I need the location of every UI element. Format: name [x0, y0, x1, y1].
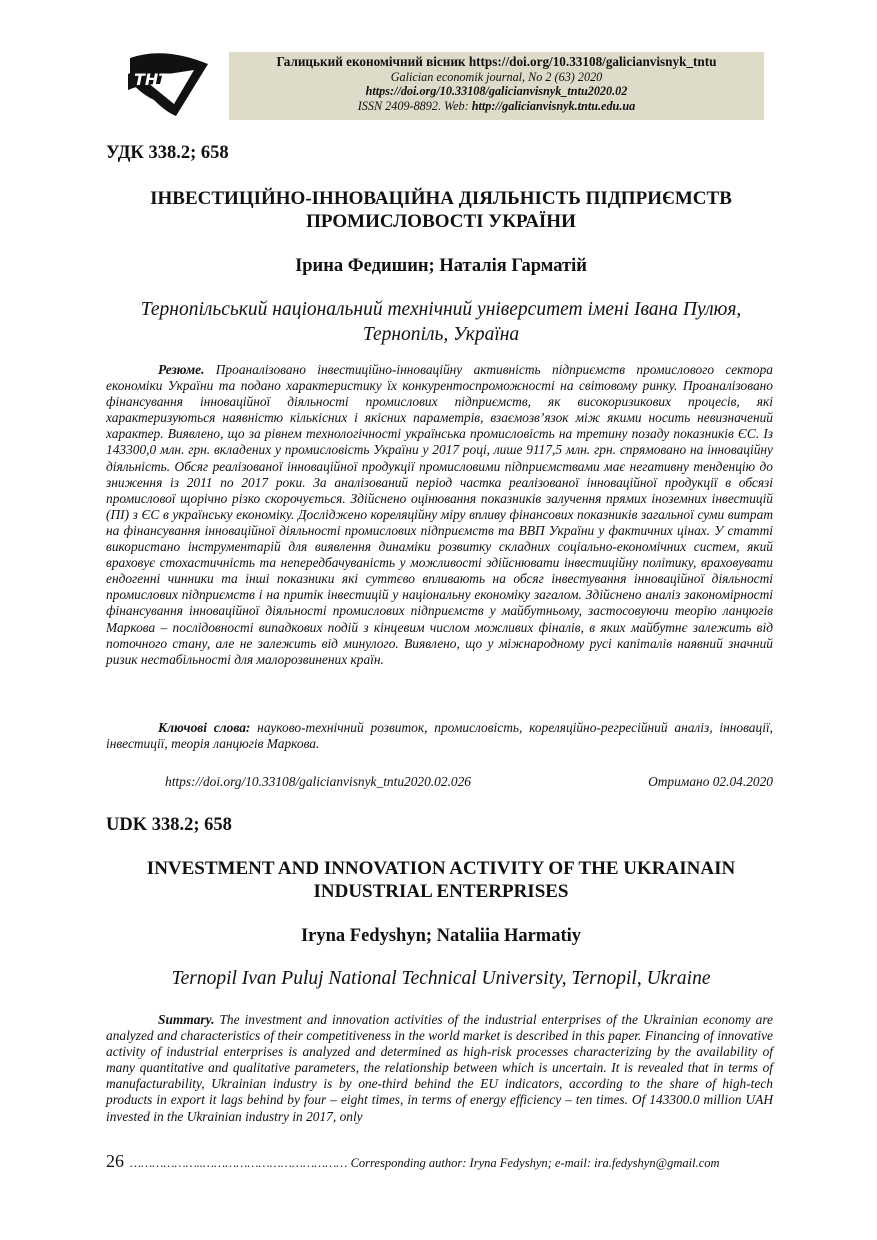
- footer-dots: ………………..…………………………………: [130, 1156, 348, 1170]
- affiliation-ua-line1: Тернопільський національний технічний університет імені Івана Пулюя,: [140, 299, 742, 320]
- authors-ua: Ірина Федишин; Наталія Гарматій: [295, 256, 587, 276]
- udk-ua: УДК 338.2; 658: [106, 143, 229, 163]
- received-date: Отримано 02.04.2020: [648, 774, 773, 789]
- keywords-ua: [106, 720, 773, 752]
- logo-text: ТНТУ: [134, 70, 182, 89]
- corresponding-author: Corresponding author: Iryna Fedyshyn; e-mail: ira.fedyshyn@gmail.com: [350, 1156, 720, 1170]
- journal-en-line: Galician economik journal, No 2 (63) 2020: [390, 69, 603, 84]
- abstract-text: Проаналізовано інвестиційно-інноваційну активність підприємств промислового сектора економіки України та подано характеристику їх конкурентоспроможності на світовому ринку. Проаналізовано фінансування інноваційної діяльності промислових підприємств, як високоризикових процесів, які характеризуються наявністю кількісних і якісних параметрів, взаємозв’язок між якими носить невизначений характер. Виявлено, що за рівнем технологічності українська промисловість на третину позаду показників ЄС. Із 143300,0 млн. грн. вкладених у промисловість України у 2017 році, лише 9117,5 млн. грн. спрямовано на інноваційну діяльність. Обсяг реалізованої інноваційної продукції промисловими підприємствами має негативну тенденцію до зниження із 2011 по 2017 роки. За аналізований період частка реалізованої інноваційної продукції в обсязі промислової щорічно різко скорочується. Здійснено оцінювання показників залучення прямих іноземних інвестицій (ПІ) з ЄС в українську економіку. Досліджено кореляційну міру впливу фінансових показників загальної суми витрат на фінансування інноваційної діяльності промислових підприємств та ВВП України у фактичних цінах. У статті використано інструментарій для виявлення динаміки розвитку складних соціально-економічних систем, який враховує стохастичність та непередбачуваність у можливості здійснювати інвестиційну політику, враховувати ендогенні чинники та інші показники які суттєво впливають на обсяг інвестування інноваційної діяльності промислових підприємств і на притік інвестицій у національну економіку загалом. Здійснено аналіз закономірності фінансування інноваційної діяльності промислових підприємств у майбутньому, застосовуючи теорію ланцюгів Маркова – послідовності випадкових подій з кінцевим числом можливих фіналів, в яких майбутнє залежить від поточного стану, але не залежить від минулого. Виявлено, що у міжнародному русі капіталів наявний значний ризик нестабільності для малорозвинених країн.: [106, 362, 773, 667]
- journal-logo: [124, 50, 210, 120]
- authors-en: Iryna Fedyshyn; Nataliia Harmatiy: [300, 926, 582, 946]
- title-en-line1: INVESTMENT AND INNOVATION ACTIVITY OF THE UKRAINAIN: [146, 858, 736, 879]
- issn-text: ISSN 2409-8892. Web:: [357, 98, 472, 113]
- doi-row: [165, 774, 773, 790]
- affiliation-ua: [106, 297, 776, 347]
- journal-banner: [229, 52, 764, 120]
- doi-line: https://doi.org/10.33108/galicianvisnyk_tntu2020.02: [365, 84, 628, 99]
- keywords-label: Ключові слова:: [158, 720, 251, 735]
- page-number: 26: [106, 1151, 124, 1171]
- title-en-line2: INDUSTRIAL ENTERPRISES: [313, 881, 569, 902]
- title-ua-line1: ІНВЕСТИЦІЙНО-ІННОВАЦІЙНА ДІЯЛЬНІСТЬ ПІДПРИЄМСТВ: [150, 188, 732, 209]
- page-footer: [106, 1151, 776, 1172]
- affiliation-ua-line2: Тернопіль, Україна: [362, 324, 520, 345]
- summary-text: The investment and innovation activities of the industrial enterprises of the Ukrainian economy are analyzed and characteristics of their competitiveness in the world market is described in this paper. Financing of innovative activity of industrial enterprises is analyzed and determined as high-risk processes characterizing by the availability of many quantitative and qualitative parameters, the relationship between which is uncertain. It is revealed that in terms of manufacturability, Ukrainian industry is by one-third behind the EU indicators, according to the share of high-tech products in export it lags behind by four – eight times, in terms of energy efficiency – ten times. Of 143300.0 million UAH invested in the Ukrainian industry in 2017, only: [106, 1012, 773, 1124]
- summary-en: [106, 1012, 773, 1125]
- abstract-label: Резюме.: [158, 362, 205, 377]
- article-doi[interactable]: https://doi.org/10.33108/galicianvisnyk_tntu2020.02.026: [165, 774, 471, 789]
- title-ua: [106, 187, 776, 233]
- title-ua-line2: ПРОМИСЛОВОСТІ УКРАЇНИ: [306, 211, 576, 232]
- affiliation-en: Ternopil Ivan Puluj National Technical University, Ternopil, Ukraine: [171, 968, 711, 989]
- journal-line: Галицький економічний вісник https://doi.org/10.33108/galicianvisnyk_tntu: [276, 54, 717, 69]
- issn-line: [229, 99, 764, 114]
- summary-label: Summary.: [158, 1012, 215, 1027]
- udk-en: UDK 338.2; 658: [106, 815, 232, 835]
- title-en: [106, 857, 776, 903]
- web-link[interactable]: http://galicianvisnyk.tntu.edu.ua: [471, 98, 636, 113]
- keywords-text: науково-технічний розвиток, промисловість, кореляційно-регресійний аналіз, інновації, інвестиції, теорія ланцюгів Маркова.: [106, 720, 773, 752]
- abstract-ua: [106, 362, 773, 668]
